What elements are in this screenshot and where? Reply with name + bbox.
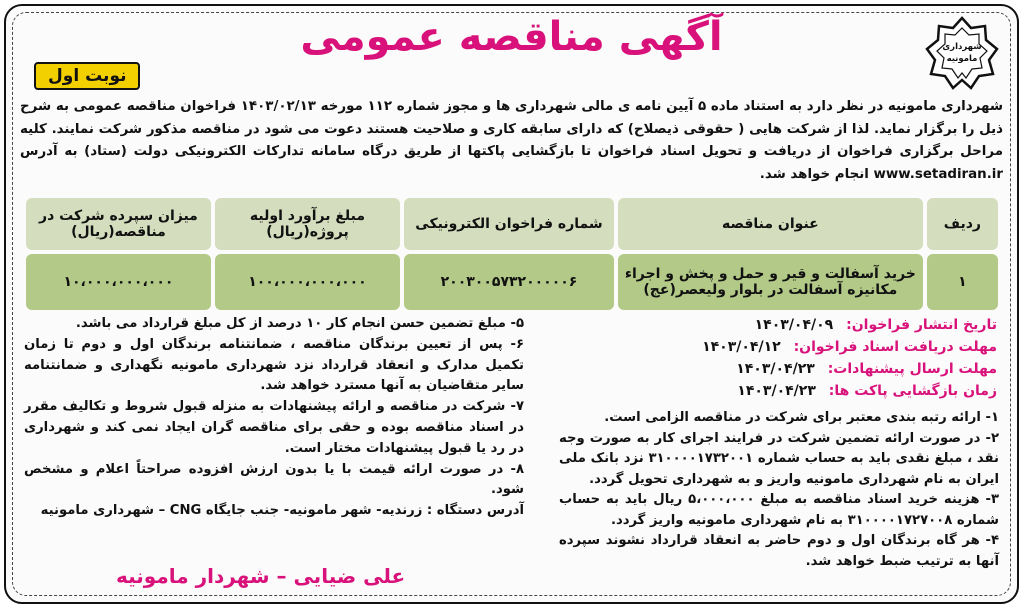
notice-title: آگهی مناقصه عمومی <box>300 14 723 60</box>
address-line: آدرس دستگاه : زرندیه- شهر مامونیه- جنب جایگاه CNG – شهرداری مامونیه <box>40 503 524 519</box>
notes-block <box>24 314 524 522</box>
cell-row-number: ۱ <box>927 254 998 310</box>
note-item: ۸- در صورت ارائه قیمت با یا بدون ارزش افزوده صراحتاً اعلام و مشخص شود. <box>24 461 524 498</box>
date-receive-docs-value: ۱۴۰۳/۰۴/۱۲ <box>702 339 781 355</box>
cell-tender-title: خرید آسفالت و قیر و حمل و پخش و اجراء مکانیزه آسفالت در بلوار ولیعصر(عج) <box>618 254 923 310</box>
condition-item: ۲- در صورت ارائه تضمین شرکت در فرایند اجرای کار به صورت وجه نقد ، مبلغ نقدی باید به حساب شماره ۳۱۰۰۰۰۱۷۳۲۰۰۱ نزد بانک ملی ایران به نام شهرداری مامونیه واریز و به شهرداری تحویل گردد. <box>559 430 999 487</box>
cell-call-number: ۲۰۰۳۰۰۵۷۳۲۰۰۰۰۰۶ <box>404 254 614 310</box>
date-opening <box>567 380 997 402</box>
table-header-row <box>26 198 998 250</box>
date-receive-docs <box>567 336 997 358</box>
tender-table <box>22 194 1002 314</box>
intro-paragraph: شهرداری مامونیه در نظر دارد به استناد ماده ۵ آیین نامه ی مالی شهرداری ها و مجوز شماره ۱۱۲ مورخه ۱۴۰۳/۰۲/۱۳ فراخوان مناقصه عمومی به شرح ذیل را برگزار نماید. لذا از شرکت هایی ( حقوقی ذیصلاح) که دارای سابقه کاری و صلاحیت هستند دعوت می شود در مناقصه مذکور شرکت نمایند. کلیه مراحل برگزاری فراخوان از دریافت و تحویل اسناد فراخوان تا بازگشایی پاکتها از طریق درگاه سامانه تدارکات الکترونیکی دولت (ستاد) به آدرس www.setadiran.ir انجام خواهد شد. <box>20 99 1003 182</box>
date-submit-value: ۱۴۰۳/۰۴/۲۳ <box>736 361 815 377</box>
header-deposit: میزان سپرده شرکت در مناقصه(ریال) <box>26 198 211 250</box>
condition-item: ۳- هزینه خرید اسناد مناقصه به مبلغ ۵،۰۰۰،۰۰۰ ریال باید به حساب شماره ۳۱۰۰۰۰۱۷۲۷۰۰۸ به نام شهرداری مامونیه واریز گردد. <box>559 492 999 528</box>
date-receive-docs-label: مهلت دریافت اسناد فراخوان: <box>793 339 997 355</box>
conditions-block <box>559 408 999 572</box>
svg-text:شهرداری: شهرداری <box>942 42 982 52</box>
table-row <box>26 254 998 310</box>
date-publish-label: تاریخ انتشار فراخوان: <box>846 317 997 333</box>
first-round-badge: نوبت اول <box>34 62 140 90</box>
date-submit-label: مهلت ارسال پیشنهادات: <box>827 361 997 377</box>
svg-text:مامونیه: مامونیه <box>946 54 978 64</box>
note-item: ۵- مبلغ تضمین حسن انجام کار ۱۰ درصد از کل مبلغ قرارداد می باشد. <box>75 316 524 331</box>
header-tender-title: عنوان مناقصه <box>618 198 923 250</box>
date-publish-value: ۱۴۰۳/۰۴/۰۹ <box>754 317 834 333</box>
notice-frame <box>4 4 1019 604</box>
condition-item: ۴- هر گاه برندگان اول و دوم حاضر به انعقاد قرارداد نشوند سپرده آنها به ترتیب ضبط خواهد شد. <box>559 533 999 569</box>
date-opening-value: ۱۴۰۳/۰۴/۲۳ <box>737 383 816 399</box>
date-opening-label: زمان بازگشایی پاکت ها: <box>828 383 997 399</box>
note-item: ۶- پس از تعیین برندگان مناقصه ، ضمانتنامه برندگان اول و دوم تا زمان تکمیل مدارک و انعقاد قرارداد نزد شهرداری مامونیه نگهداری و ضمانتنامه سایر متقاضیان به آنها مسترد خواهد شد. <box>24 336 524 394</box>
mayor-signature: علی ضیایی – شهردار مامونیه <box>116 564 406 588</box>
condition-item: ۱- ارائه رتبه بندی معتبر برای شرکت در مناقصه الزامی است. <box>604 410 999 425</box>
note-item: ۷- شرکت در مناقصه و ارائه پیشنهادات به منزله قبول شروط و تکالیف مقرر در اسناد مناقصه بوده و حقی برای مناقصه گران ایجاد نمی کند و شهرداری در رد یا قبول پیشنهادات مختار است. <box>24 399 524 456</box>
header-call-number: شماره فراخوان الکترونیکی <box>404 198 614 250</box>
cell-estimate: ۱۰۰،۰۰۰،۰۰۰،۰۰۰ <box>215 254 400 310</box>
date-submit <box>567 358 997 380</box>
dates-block <box>567 314 997 402</box>
date-publish <box>567 314 997 336</box>
cell-deposit: ۱۰،۰۰۰،۰۰۰،۰۰۰ <box>26 254 211 310</box>
header-row-number: ردیف <box>927 198 998 250</box>
header-estimate: مبلغ برآورد اولیه پروژه(ریال) <box>215 198 400 250</box>
